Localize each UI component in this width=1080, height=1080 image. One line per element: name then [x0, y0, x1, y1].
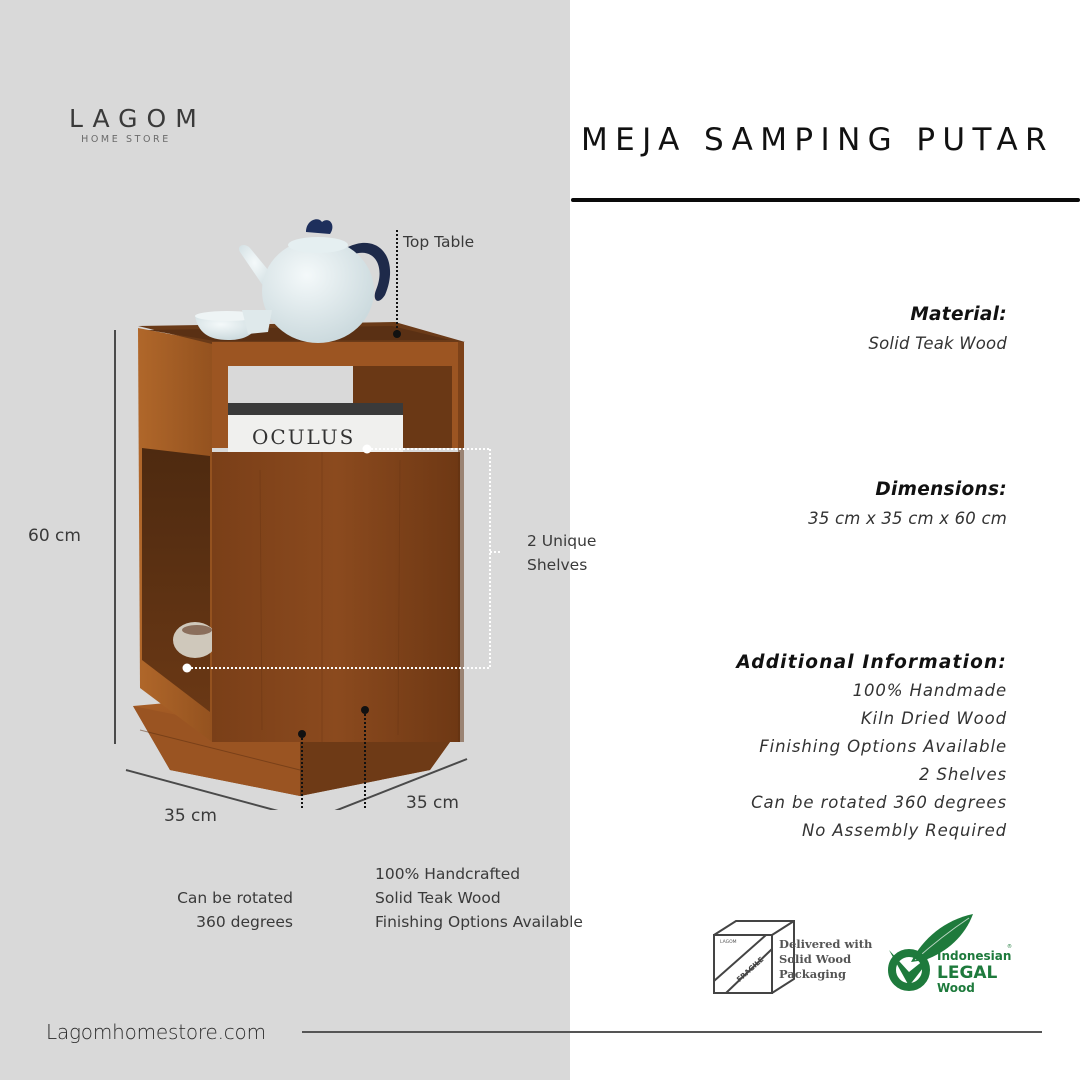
packaging-line3: Packaging	[779, 967, 847, 981]
rotate-label-line1: Can be rotated	[177, 889, 293, 907]
shelves-label-line1: 2 Unique	[527, 532, 597, 550]
material-value: Solid Teak Wood	[868, 334, 1007, 353]
top-table-label: Top Table	[403, 233, 475, 251]
rotate-label	[150, 886, 293, 934]
packaging-line2: Solid Wood	[779, 952, 852, 966]
product-image	[120, 210, 500, 810]
spec-material	[868, 304, 1007, 353]
spec-dimensions	[808, 479, 1007, 528]
website-link[interactable]: Lagomhomestore.com	[46, 1020, 266, 1044]
craft-label	[375, 862, 583, 934]
legal-wood-badge	[885, 910, 1020, 1000]
box-brand: LAGOM	[720, 940, 737, 945]
height-label: 60 cm	[28, 526, 81, 546]
material-label: Material:	[910, 304, 1007, 325]
dimensions-value: 35 cm x 35 cm x 60 cm	[808, 509, 1007, 528]
rotate-label-line2: 360 degrees	[196, 913, 293, 931]
additional-item: 100% Handmade	[852, 681, 1007, 700]
book-title: OCULUS	[252, 425, 356, 449]
additional-item: Can be rotated 360 degrees	[751, 793, 1007, 812]
fragile-label: FRAGILE	[735, 955, 766, 984]
craft-label-line3: Finishing Options Available	[375, 913, 583, 931]
dimensions-label: Dimensions:	[875, 479, 1007, 500]
legal-registered: ®	[1007, 944, 1012, 950]
brand-tagline: HOME STORE	[81, 134, 171, 145]
additional-item: No Assembly Required	[802, 821, 1007, 840]
width-right-label: 35 cm	[406, 793, 459, 813]
additional-item: Finishing Options Available	[759, 737, 1007, 756]
legal-line3: Wood	[937, 981, 975, 995]
height-dimension-line	[114, 330, 116, 744]
spec-additional	[736, 652, 1007, 845]
product-title: MEJA SAMPING PUTAR	[581, 122, 1054, 158]
brand-name: LAGOM	[69, 104, 206, 133]
additional-label: Additional Information:	[736, 652, 1007, 673]
craft-label-line1: 100% Handcrafted	[375, 865, 521, 883]
title-divider	[571, 198, 1080, 202]
additional-list	[736, 677, 1007, 845]
shelves-label-line2: Shelves	[527, 556, 588, 574]
brand-logo	[60, 104, 206, 145]
footer-divider	[302, 1031, 1042, 1033]
legal-line1: Indonesian	[937, 949, 1012, 963]
packaging-line1: Delivered with	[779, 937, 873, 951]
packaging-badge	[710, 915, 880, 1000]
craft-label-line2: Solid Teak Wood	[375, 889, 501, 907]
additional-item: Kiln Dried Wood	[860, 709, 1007, 728]
additional-item: 2 Shelves	[918, 765, 1007, 784]
width-left-label: 35 cm	[164, 806, 217, 826]
shelves-label	[527, 529, 596, 577]
legal-line2: LEGAL	[937, 963, 998, 983]
